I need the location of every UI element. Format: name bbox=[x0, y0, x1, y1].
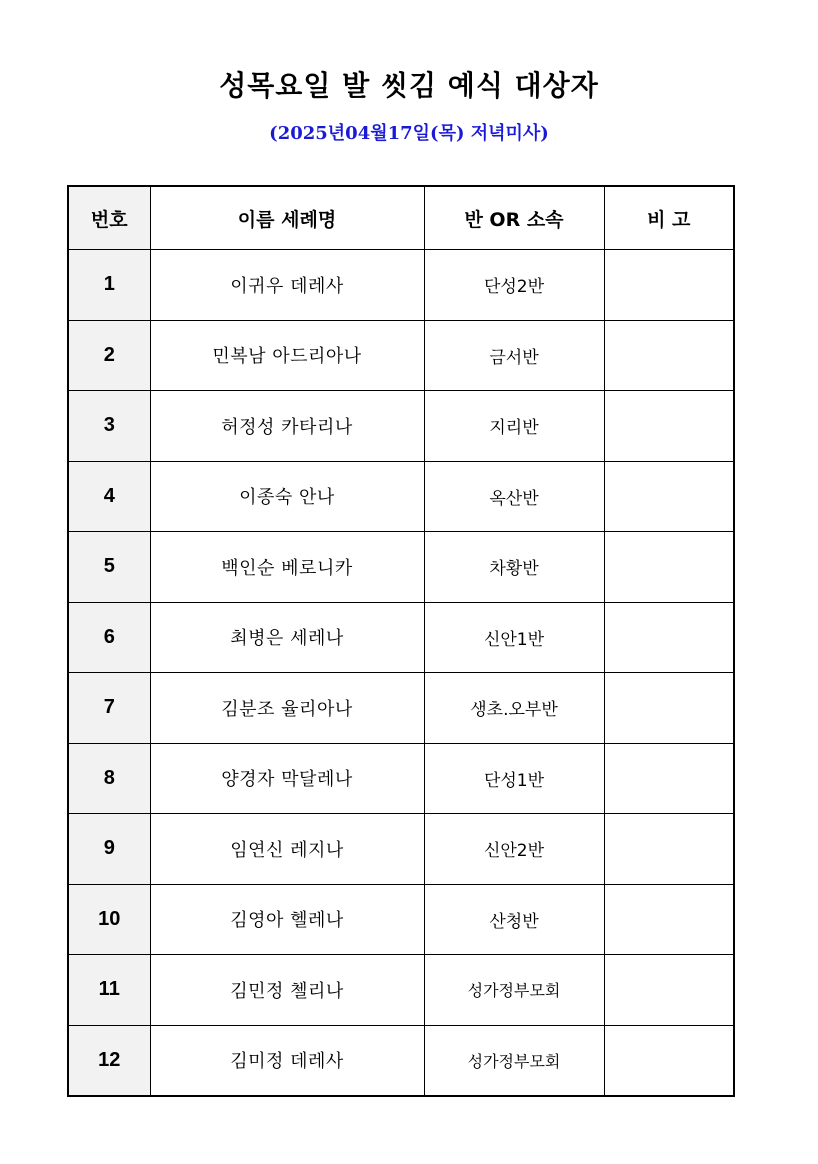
table-row bbox=[68, 814, 734, 885]
row-number: 9 bbox=[68, 814, 150, 885]
row-note bbox=[604, 955, 734, 1026]
row-number: 8 bbox=[68, 743, 150, 814]
row-note bbox=[604, 391, 734, 462]
table-row bbox=[68, 250, 734, 321]
header-number: 번호 bbox=[68, 186, 150, 250]
row-group: 성가정부모회 bbox=[424, 955, 604, 1026]
row-name: 최병은 세레나 bbox=[150, 602, 424, 673]
table-row bbox=[68, 461, 734, 532]
row-name: 허정성 카타리나 bbox=[150, 391, 424, 462]
table-row bbox=[68, 320, 734, 391]
row-note bbox=[604, 884, 734, 955]
row-number: 12 bbox=[68, 1025, 150, 1096]
row-number: 5 bbox=[68, 532, 150, 603]
row-name: 임연신 레지나 bbox=[150, 814, 424, 885]
table-row bbox=[68, 602, 734, 673]
row-name: 백인순 베로니카 bbox=[150, 532, 424, 603]
table-row bbox=[68, 532, 734, 603]
row-name: 민복남 아드리아나 bbox=[150, 320, 424, 391]
row-note bbox=[604, 673, 734, 744]
row-name: 김영아 헬레나 bbox=[150, 884, 424, 955]
table-row bbox=[68, 955, 734, 1026]
header-group: 반 OR 소속 bbox=[424, 186, 604, 250]
row-group: 성가정부모회 bbox=[424, 1025, 604, 1096]
row-name: 이귀우 데레사 bbox=[150, 250, 424, 321]
row-group: 생초.오부반 bbox=[424, 673, 604, 744]
row-group: 산청반 bbox=[424, 884, 604, 955]
row-number: 4 bbox=[68, 461, 150, 532]
row-note bbox=[604, 250, 734, 321]
document-subtitle: (2025년04월17일(목) 저녁미사) bbox=[269, 123, 549, 144]
row-name: 이종숙 안나 bbox=[150, 461, 424, 532]
row-number: 6 bbox=[68, 602, 150, 673]
row-note bbox=[604, 1025, 734, 1096]
row-group: 신안1반 bbox=[424, 602, 604, 673]
table-row bbox=[68, 743, 734, 814]
row-group: 단성2반 bbox=[424, 250, 604, 321]
row-name: 김민정 첼리나 bbox=[150, 955, 424, 1026]
header-name: 이름 세례명 bbox=[150, 186, 424, 250]
row-group: 옥산반 bbox=[424, 461, 604, 532]
header-note: 비 고 bbox=[604, 186, 734, 250]
table-header-row bbox=[68, 186, 734, 250]
row-note bbox=[604, 602, 734, 673]
table-row bbox=[68, 884, 734, 955]
row-number: 1 bbox=[68, 250, 150, 321]
table-row bbox=[68, 673, 734, 744]
row-note bbox=[604, 532, 734, 603]
row-group: 지리반 bbox=[424, 391, 604, 462]
row-name: 김미정 데레사 bbox=[150, 1025, 424, 1096]
row-number: 3 bbox=[68, 391, 150, 462]
row-note bbox=[604, 814, 734, 885]
row-name: 양경자 막달레나 bbox=[150, 743, 424, 814]
row-number: 10 bbox=[68, 884, 150, 955]
row-number: 7 bbox=[68, 673, 150, 744]
row-note bbox=[604, 320, 734, 391]
row-group: 단성1반 bbox=[424, 743, 604, 814]
document-title: 성목요일 발 씻김 예식 대상자 bbox=[219, 69, 599, 102]
row-group: 금서반 bbox=[424, 320, 604, 391]
participants-table bbox=[67, 185, 735, 1097]
row-name: 김분조 율리아나 bbox=[150, 673, 424, 744]
row-group: 차황반 bbox=[424, 532, 604, 603]
row-number: 2 bbox=[68, 320, 150, 391]
table-row bbox=[68, 1025, 734, 1096]
table-row bbox=[68, 391, 734, 462]
row-number: 11 bbox=[68, 955, 150, 1026]
row-note bbox=[604, 461, 734, 532]
row-note bbox=[604, 743, 734, 814]
row-group: 신안2반 bbox=[424, 814, 604, 885]
